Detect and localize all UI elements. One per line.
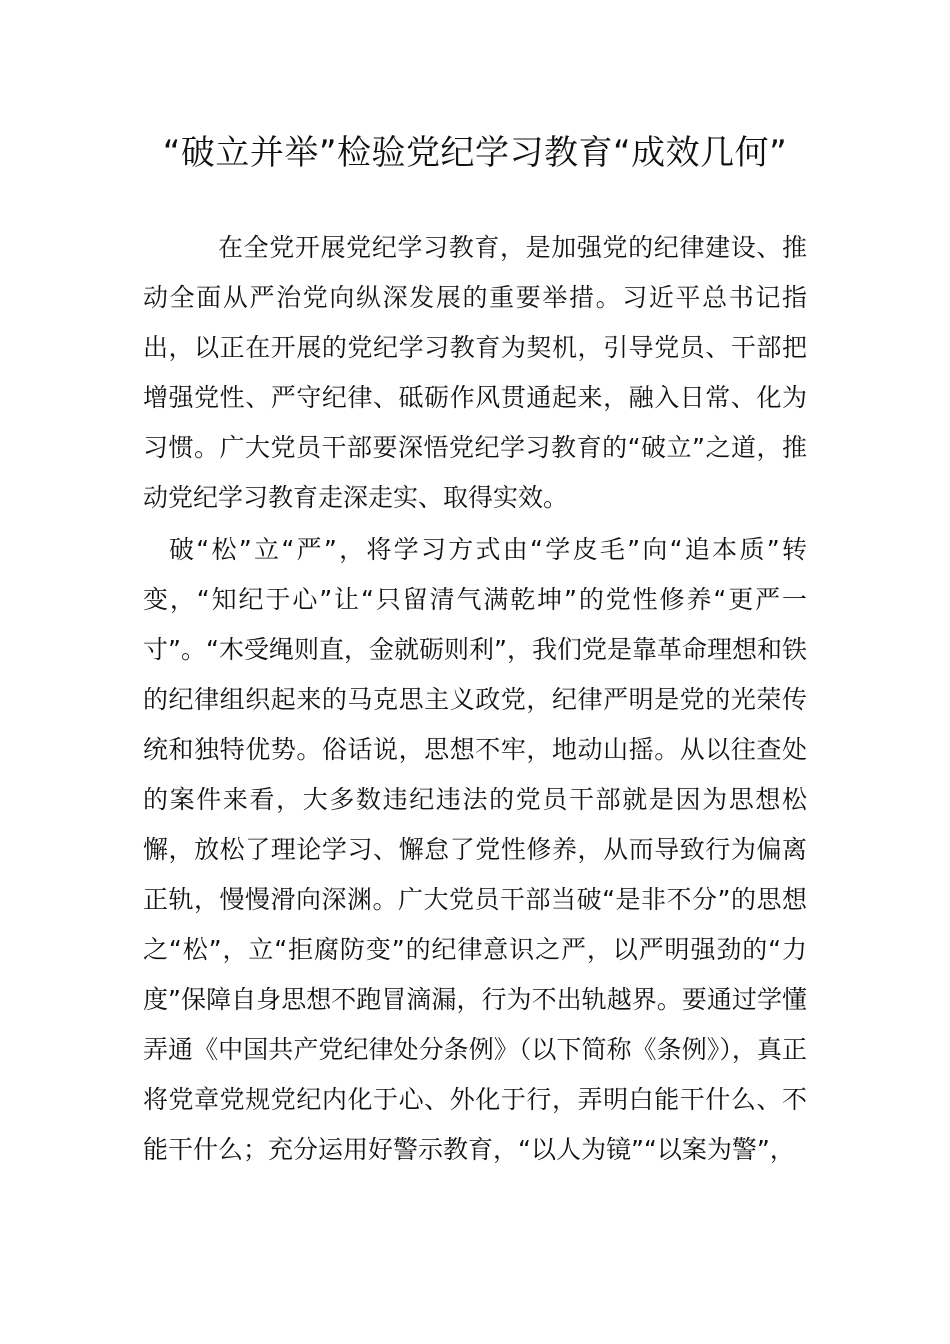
paragraph-intro: 在全党开展党纪学习教育，是加强党的纪律建设、推动全面从严治党向纵深发展的重要举措。习近平总书记指出，以正在开展的党纪学习教育为契机，引导党员、干部把增强党性、严守纪律、砥砺作风贯通起来，融入日常、化为习惯。广大党员干部要深悟党纪学习教育的“破立”之道，推动党纪学习教育走深走实、取得实效。	[143, 233, 807, 512]
paragraph-po-song-li-yan: 破“松”立“严”，将学习方式由“学皮毛”向“追本质”转变，“知纪于心”让“只留清气满乾坤”的党性修养“更严一寸”。“木受绳则直，金就砺则利”，我们党是靠革命理想和铁的纪律组织起来的马克思主义政党，纪律严明是党的光荣传统和独特优势。俗话说，思想不牢，地动山摇。从以往查处的案件来看，大多数违纪违法的党员干部就是因为思想松懈，放松了理论学习、懈怠了党性修养，从而导致行为偏离正轨，慢慢滑向深渊。广大党员干部当破“是非不分”的思想之“松”，立“拒腐防变”的纪律意识之严，以严明强劲的“力度”保障自身思想不跑冒滴漏，行为不出轨越界。要通过学懂弄通《中国共产党纪律处分条例》（以下简称《条例》），真正将党章党规党纪内化于心、外化于行，弄明白能干什么、不能干什么；充分运用好警示教育，“以人为镜”“以案为警”，	[143, 535, 807, 1164]
document-title: “破立并举”检验党纪学习教育“成效几何”	[162, 133, 788, 173]
document-body	[143, 223, 807, 1175]
